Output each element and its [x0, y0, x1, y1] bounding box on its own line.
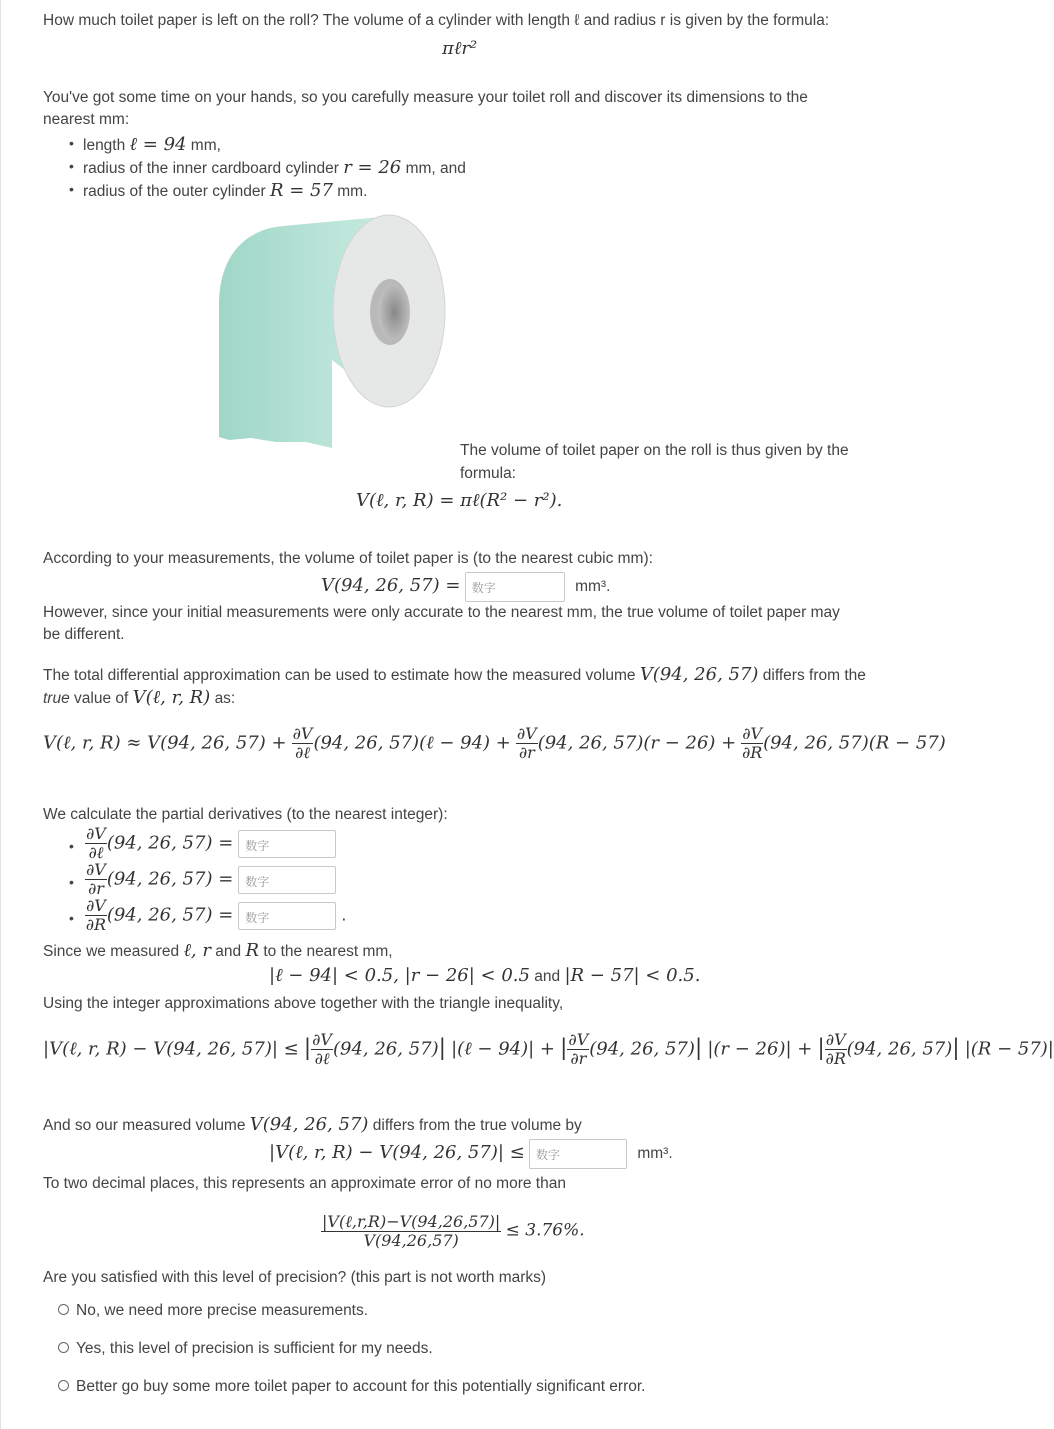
partial-l-row: $\frac{\partial V}{\text{∂ℓ}}$ (94, 26, 57) = 数字: [85, 826, 336, 861]
intro-text: How much toilet paper is left on the roll? The volume of a cylinder with length ℓ and radius r is given by the formula:: [43, 12, 830, 29]
volume-answer-input[interactable]: 数字: [465, 572, 565, 602]
error-bound-lhs: |V(ℓ, r, R) − V(94, 26, 57)| ≤: [269, 1142, 525, 1164]
partial-R-input[interactable]: 数字: [238, 902, 336, 930]
error-unit: mm³.: [637, 1145, 673, 1163]
partial-l-input[interactable]: 数字: [238, 830, 336, 858]
measured-text: According to your measurements, the volume of toilet paper is (to the nearest cubic mm):: [43, 550, 653, 567]
cylinder-formula: πℓr²: [442, 38, 478, 59]
volume-unit: mm³.: [575, 578, 611, 596]
error-bound-row: [269, 1139, 673, 1169]
percent-text: To two decimal places, this represents an approximate error of no more than: [43, 1175, 566, 1192]
option-sufficient[interactable]: Yes, this level of precision is sufficient for my needs.: [58, 1340, 433, 1358]
volume-text-2: formula:: [460, 465, 516, 482]
partial-r-fraction: $\frac{\partial V}{\partial r}$: [516, 724, 537, 762]
bullet: •: [69, 910, 74, 926]
measured-volume-row: [321, 572, 610, 602]
partial-l-fraction: $\frac{\partial V}{\text{∂ℓ}}$: [292, 724, 313, 762]
volume-text: The volume of toilet paper on the roll is thus given by the: [460, 442, 849, 459]
measure-item-outer-radius: radius of the outer cylinder R = 57 mm.: [83, 180, 368, 201]
result-text: And so our measured volume V(94, 26, 57) differs from the true volume by: [43, 1114, 582, 1135]
triangle-text: Using the integer approximations above together with the triangle inequality,: [43, 995, 564, 1012]
bullet: •: [69, 838, 74, 854]
bullet: •: [69, 158, 74, 174]
measured-volume-lhs: V(94, 26, 57) =: [321, 575, 461, 597]
total-diff-text: The total differential approximation can be used to estimate how the measured volume V(94, 26, 57) differs from the: [43, 664, 866, 685]
measured-note-2: be different.: [43, 626, 125, 643]
radio-button[interactable]: [58, 1380, 69, 1391]
partial-R-row: $\frac{\partial V}{\partial R}$ (94, 26, 57) = 数字 .: [85, 896, 347, 934]
total-diff-approximation: V(ℓ, r, R) ≈ V(94, 26, 57) + $\frac{\partial V}{\text{∂ℓ}}$ (94, 26, 57)(ℓ − 94) + $\frac{\partial V}{\partial r}$ (94, 26, 57)(r − 26) + $\frac{\partial V}{\partial R}$ (94, 26, 57)(R − 57): [43, 724, 946, 762]
toilet-roll-illustration: [211, 210, 461, 455]
option-more-precise[interactable]: No, we need more precise measurements.: [58, 1302, 368, 1320]
total-diff-text-2: true value of V(ℓ, r, R) as:: [43, 687, 236, 708]
partials-intro: We calculate the partial derivatives (to the nearest integer):: [43, 806, 448, 823]
volume-formula: V(ℓ, r, R) = πℓ(R² − r²).: [356, 490, 563, 511]
error-bound-input[interactable]: 数字: [529, 1139, 627, 1169]
measure-item-length: length ℓ = 94 mm,: [83, 134, 221, 155]
option-buy-more[interactable]: Better go buy some more toilet paper to account for this potentially significant error.: [58, 1378, 646, 1396]
relative-error-formula: $\frac{\text{|V(ℓ,r,R)−V(94,26,57)|}}{V(94,26,57)}$ ≤ 3.76%.: [322, 1212, 585, 1250]
partial-r-row: $\frac{\partial V}{\partial r}$ (94, 26, 57) = 数字: [85, 862, 336, 897]
bullet: •: [69, 874, 74, 890]
precision-question: Are you satisfied with this level of precision? (this part is not worth marks): [43, 1269, 547, 1286]
measure-text: You've got some time on your hands, so you carefully measure your toilet roll and discover its dimensions to the: [43, 89, 808, 106]
partial-r-input[interactable]: 数字: [238, 866, 336, 894]
measure-item-inner-radius: radius of the inner cardboard cylinder r = 26 mm, and: [83, 157, 466, 178]
bullet: •: [69, 135, 74, 151]
bounds-text: Since we measured ℓ, r and R to the nearest mm,: [43, 940, 393, 961]
radio-button[interactable]: [58, 1304, 69, 1315]
measure-text-2: nearest mm:: [43, 111, 130, 128]
radio-button[interactable]: [58, 1342, 69, 1353]
measured-note: However, since your initial measurements were only accurate to the nearest mm, the true volume of toilet paper may: [43, 604, 840, 621]
bullet: •: [69, 181, 74, 197]
partial-R-fraction: $\frac{\partial V}{\partial R}$: [742, 724, 763, 762]
bounds-inequalities: |ℓ − 94| < 0.5, |r − 26| < 0.5 and |R − 57| < 0.5.: [269, 965, 701, 986]
triangle-inequality: |V(ℓ, r, R) − V(94, 26, 57)| ≤ | $\frac{\partial V}{\text{∂ℓ}}$ (94, 26, 57)| |(ℓ − 94)| + | $\frac{\partial V}{\partial r}$ (94, 26, 57)| |(r − 26)| + | $\frac{\partial V}{\partial R}$ (94, 26, 57)| |(R − 57)|: [43, 1030, 1054, 1068]
